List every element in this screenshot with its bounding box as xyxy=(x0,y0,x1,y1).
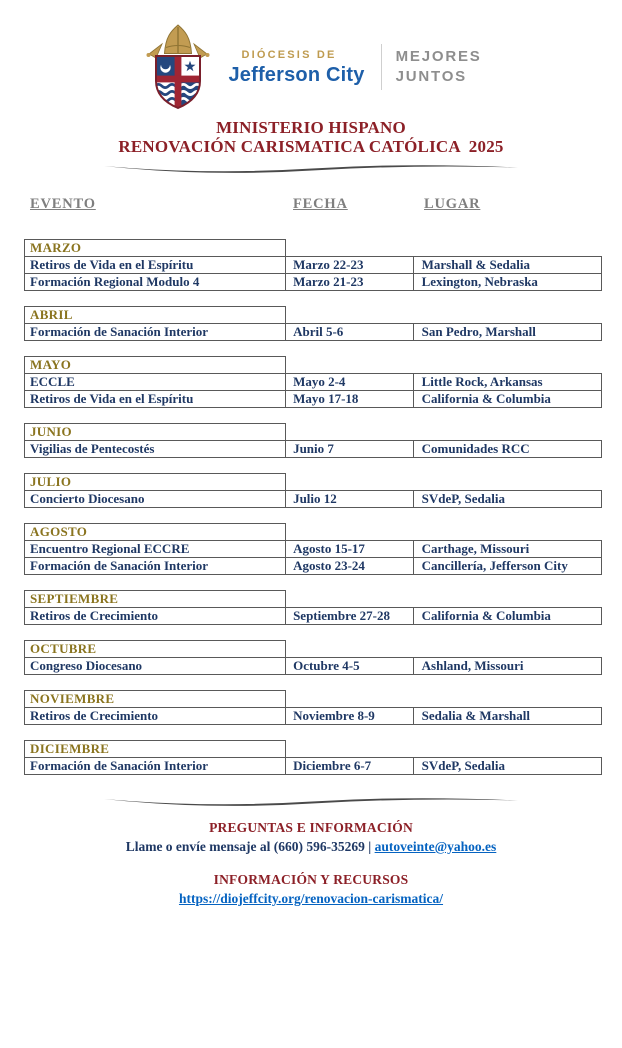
logo-divider xyxy=(381,44,382,90)
month-section-julio xyxy=(24,473,602,508)
resources-line xyxy=(0,891,622,907)
questions-heading: PREGUNTAS E INFORMACIÓN xyxy=(209,820,413,835)
event-row xyxy=(24,440,602,458)
event-name-cell: Retiros de Vida en el Espíritu xyxy=(30,257,194,272)
event-date-cell: Mayo 17-18 xyxy=(285,391,413,407)
event-name-cell: Formación Regional Modulo 4 xyxy=(30,274,200,289)
event-row xyxy=(24,373,602,391)
month-header-octubre: OCTUBRE xyxy=(24,640,286,658)
diocese-name-text: Jefferson City xyxy=(228,63,365,86)
event-row xyxy=(24,256,602,274)
event-date-cell: Julio 12 xyxy=(285,491,413,507)
month-header-abril: ABRIL xyxy=(24,306,286,324)
table-column-headers xyxy=(24,196,602,213)
event-location-cell: California & Columbia xyxy=(413,608,601,624)
event-date-cell: Septiembre 27-28 xyxy=(285,608,413,624)
resources-heading: INFORMACIÓN Y RECURSOS xyxy=(213,872,409,887)
event-row xyxy=(24,390,602,408)
month-header-noviembre: NOVIEMBRE xyxy=(24,690,286,708)
month-section-marzo xyxy=(24,239,602,291)
event-date-cell: Noviembre 8-9 xyxy=(285,708,413,724)
event-location-cell: Sedalia & Marshall xyxy=(413,708,601,724)
event-location-cell: Marshall & Sedalia xyxy=(413,257,601,273)
event-location-cell: Lexington, Nebraska xyxy=(413,274,601,290)
decorative-divider-bottom xyxy=(102,796,520,808)
month-section-octubre xyxy=(24,640,602,675)
contact-text: Llame o envíe mensaje al (660) 596-35269 | xyxy=(125,839,375,854)
event-location-cell: San Pedro, Marshall xyxy=(413,324,601,340)
event-location-cell: Little Rock, Arkansas xyxy=(413,374,601,390)
event-name-cell: Retiros de Crecimiento xyxy=(30,608,159,623)
decorative-divider-top xyxy=(102,163,520,175)
event-name-cell: Concierto Diocesano xyxy=(30,491,145,506)
document-page xyxy=(0,24,622,1048)
event-location-cell: SVdeP, Sedalia xyxy=(413,491,601,507)
event-date-cell: Diciembre 6-7 xyxy=(285,758,413,774)
month-header-mayo: MAYO xyxy=(24,356,286,374)
event-name-cell: Retiros de Vida en el Espíritu xyxy=(30,391,194,406)
event-name-cell: Vigilias de Pentecostés xyxy=(30,441,155,456)
month-section-agosto xyxy=(24,523,602,575)
month-section-junio xyxy=(24,423,602,458)
event-row xyxy=(24,540,602,558)
diocese-logo xyxy=(0,24,622,110)
column-header-lugar: LUGAR xyxy=(424,196,481,212)
event-row xyxy=(24,607,602,625)
event-name-cell: Encuentro Regional ECCRE xyxy=(30,541,190,556)
month-section-diciembre xyxy=(24,740,602,775)
event-name-cell: Formación de Sanación Interior xyxy=(30,324,209,339)
event-row xyxy=(24,707,602,725)
month-header-septiembre: SEPTIEMBRE xyxy=(24,590,286,608)
column-header-evento: EVENTO xyxy=(30,196,96,212)
mitre-icon xyxy=(147,25,210,58)
event-row xyxy=(24,273,602,291)
event-date-cell: Agosto 23-24 xyxy=(285,558,413,574)
event-date-cell: Agosto 15-17 xyxy=(285,541,413,557)
event-row xyxy=(24,757,602,775)
shield-icon xyxy=(155,56,200,108)
month-section-abril xyxy=(24,306,602,341)
event-row xyxy=(24,490,602,508)
event-location-cell: Cancillería, Jefferson City xyxy=(413,558,601,574)
contact-line xyxy=(0,839,622,855)
month-header-agosto: AGOSTO xyxy=(24,523,286,541)
event-name-cell: Congreso Diocesano xyxy=(30,658,143,673)
event-date-cell: Mayo 2-4 xyxy=(285,374,413,390)
footer xyxy=(0,796,622,907)
event-row xyxy=(24,557,602,575)
month-header-junio: JUNIO xyxy=(24,423,286,441)
page-title-line2: RENOVACIÓN CARISMATICA CATÓLICA 2025 xyxy=(118,137,504,156)
diocese-wordmark xyxy=(228,50,364,85)
event-date-cell: Marzo 22-23 xyxy=(285,257,413,273)
tagline-line1: MEJORES xyxy=(395,47,482,65)
event-location-cell: Comunidades RCC xyxy=(413,441,601,457)
event-name-cell: Formación de Sanación Interior xyxy=(30,758,209,773)
event-name-cell: Retiros de Crecimiento xyxy=(30,708,159,723)
event-date-cell: Marzo 21-23 xyxy=(285,274,413,290)
event-date-cell: Junio 7 xyxy=(285,441,413,457)
month-section-noviembre xyxy=(24,690,602,725)
diocese-crest-icon xyxy=(140,24,216,110)
event-name-cell: Formación de Sanación Interior xyxy=(30,558,209,573)
event-name-cell: ECCLE xyxy=(30,374,75,389)
months-container xyxy=(24,239,602,775)
month-section-septiembre xyxy=(24,590,602,625)
event-date-cell: Abril 5-6 xyxy=(285,324,413,340)
event-date-cell: Octubre 4-5 xyxy=(285,658,413,674)
month-header-diciembre: DICIEMBRE xyxy=(24,740,286,758)
diocese-tagline xyxy=(396,47,482,88)
month-section-mayo xyxy=(24,356,602,408)
event-location-cell: SVdeP, Sedalia xyxy=(413,758,601,774)
event-row xyxy=(24,323,602,341)
resources-url-link[interactable]: https://diojeffcity.org/renovacion-carismatica/ xyxy=(178,891,444,906)
event-location-cell: California & Columbia xyxy=(413,391,601,407)
page-title-line1: MINISTERIO HISPANO xyxy=(216,118,406,137)
event-location-cell: Carthage, Missouri xyxy=(413,541,601,557)
event-location-cell: Ashland, Missouri xyxy=(413,658,601,674)
contact-email-link[interactable]: autoveinte@yahoo.es xyxy=(374,839,497,854)
month-header-julio: JULIO xyxy=(24,473,286,491)
diocese-small-text: DIÓCESIS DE xyxy=(241,48,337,61)
tagline-line2: JUNTOS xyxy=(395,68,467,85)
month-header-marzo: MARZO xyxy=(24,239,286,257)
event-row xyxy=(24,657,602,675)
page-title xyxy=(0,118,622,156)
column-header-fecha: FECHA xyxy=(293,196,348,212)
